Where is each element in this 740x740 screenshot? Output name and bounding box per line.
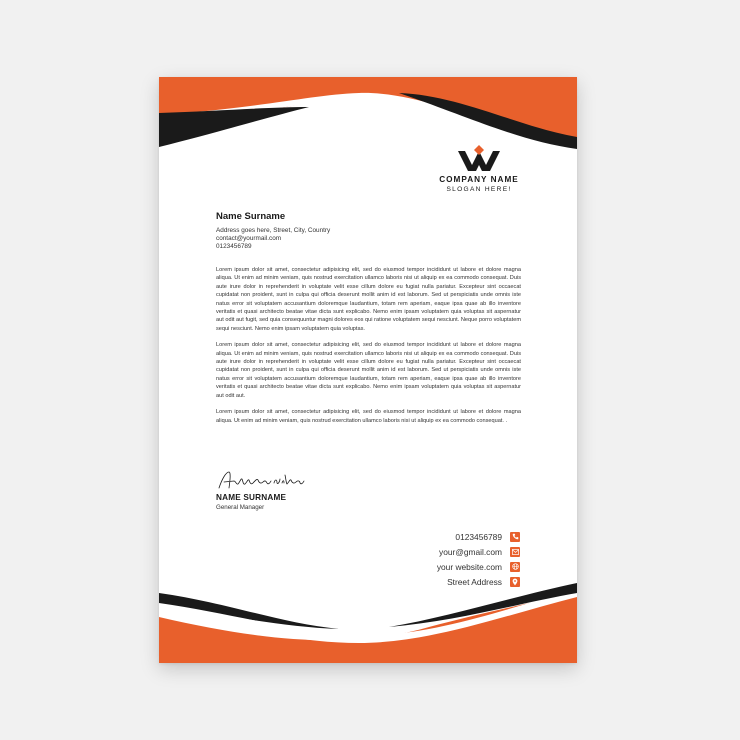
contact-address: Street Address — [447, 576, 502, 587]
body-paragraph-1: Lorem ipsum dolor sit amet, consectetur adipisicing elit, sed do eiusmod tempor incididunt ut labore et dolore magna aliqua. Ut enim ad minim veniam, quis nostrud exercitation ullamco laboris nisi ut aliquip ex ea commodo consequat. Duis aute irure dolor in reprehenderit in voluptate velit esse cillum dolore eu fugiat nulla pariatur. Excepteur sint occaecat cupidatat non proident, sunt in culpa qui officia deserunt mollit anim id est laborum. Sed ut perspiciatis unde omnis iste natus error sit voluptatem accusantium doloremque laudantium, totam rem aperiam, eaque ipsa quae ab illo inventore veritatis et quasi architecto beatae vitae dicta sunt explicabo. Nemo enim ipsam voluptatem quia voluptas sit aspernatur aut odit aut fugit, sed quia consequuntur magni dolores eos qui ratione voluptatem sequi nesciunt. Neque porro voluptatem sequi nesciunt. Nemo enim ipsam voluptatem quia voluptas. — [216, 267, 521, 332]
letter-body — [216, 266, 521, 433]
globe-icon — [510, 562, 520, 572]
contact-row-phone — [437, 529, 520, 544]
contact-email: your@gmail.com — [439, 546, 502, 557]
letterhead-page — [159, 77, 577, 663]
signature-block — [216, 469, 306, 511]
handwritten-signature — [216, 469, 306, 491]
sender-phone: 0123456789 — [216, 243, 252, 251]
sender-name: Name Surname — [216, 211, 286, 222]
body-paragraph-3: Lorem ipsum dolor sit amet, consectetur adipisicing elit, sed do eiusmod tempor incididunt ut labore et dolore magna aliqua. Ut enim ad minim veniam, quis nostrud exercitation ullamco laboris nisi ut aliquip ex ea commodo consequat. . — [216, 409, 521, 424]
phone-icon — [510, 532, 520, 542]
body-paragraph-2: Lorem ipsum dolor sit amet, consectetur adipisicing elit, sed do eiusmod tempor incididunt ut labore et dolore magna aliqua. Ut enim ad minim veniam, quis nostrud exercitation ullamco laboris nisi ut aliquip ex ea commodo consequat. Duis aute irure dolor in reprehenderit in voluptate velit esse cillum dolore eu fugiat nulla pariatur. Excepteur sint occaecat cupidatat non proident, sunt in culpa qui officia deserunt mollit anim id est laborum. Sed ut perspiciatis unde omnis iste natus error sit voluptatem accusantium doloremque laudantium, totam rem aperiam, eaque ipsa quae ab illo inventore veritatis et quasi architecto beatae vitae dicta sunt explicabo. Nemo enim ipsam voluptatem quia voluptas sit aspernatur aut odit aut. — [216, 342, 521, 399]
mail-icon — [510, 547, 520, 557]
sender-address: Address goes here, Street, City, Country — [216, 227, 331, 234]
company-name: COMPANY NAME — [439, 175, 519, 184]
sender-email: contact@yourmail.com — [216, 235, 282, 243]
company-slogan: SLOGAN HERE! — [446, 186, 512, 193]
bottom-wave-decoration — [159, 583, 577, 663]
company-logo — [431, 145, 527, 193]
company-logo-icon — [458, 145, 500, 171]
contact-row-email — [437, 544, 520, 559]
contact-website: your website.com — [436, 561, 502, 572]
contact-row-website — [437, 559, 520, 574]
sender-block — [216, 211, 330, 252]
signatory-title: General Manager — [216, 504, 265, 511]
contact-list — [437, 529, 520, 589]
signatory-name: NAME SURNAME — [216, 493, 287, 502]
contact-phone: 0123456789 — [455, 531, 502, 542]
